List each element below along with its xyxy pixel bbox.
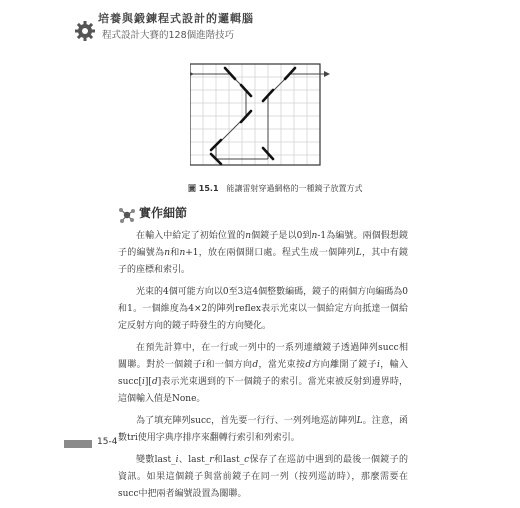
text-run: ，其中有鏡子的座標和索引。 [118,248,408,275]
page-number: 15-4 [97,437,118,447]
book-subtitle: 程式設計大賽的128個進階技巧 [102,30,235,41]
italic-variable: n [311,231,318,241]
body-text [118,228,408,508]
text-run: 。注意，函數tri使用字典序排序來翻轉行索引和列索引。 [118,416,408,443]
text-run: ，輸入succ[ [118,360,408,387]
italic-variable: L [355,248,362,258]
italic-variable: r [209,455,214,465]
text-run: 光束的4個可能方向以0至3這4個整數編碼，鏡子的兩個方向編碼為0和1。一個維度為4×2的陣列reflex表示光束以一個給定方向抵達一個給定反射方向的鏡子時發生的方向變化。 [118,287,408,331]
section-title: 實作細節 [139,206,188,220]
text-run: -1為編號。兩個假想鏡子的編號為 [118,231,408,258]
paragraph [118,413,408,447]
italic-variable: n [164,248,170,258]
gear-icon [74,20,96,42]
italic-variable: i [376,360,380,370]
text-run: 方向離開了鏡子 [311,360,377,370]
italic-variable: i [142,377,145,387]
text-run: 在預先計算中，在一行或一列中的一系列連續鏡子透過陣列succ相關聯。對於一個鏡子 [118,343,408,370]
mirror-grid-figure [190,56,330,176]
italic-variable: i [202,360,206,370]
text-run: ]表示光束遇到的下一個鏡子的索引。當光束被反射到邊界時，這個輸入值是None。 [118,377,408,404]
italic-variable: d [151,377,158,387]
italic-variable: d [305,360,312,370]
text-run: +1，放在兩個開口處。程式生成一個陣列 [185,248,356,258]
text-run: 保存了在巡訪中遇到的最後一個鏡子的資訊。如果這個鏡子與當前鏡子在同一列（按列巡訪時），那麼需要在succ中把兩者編號設置為關聯。 [118,455,408,499]
italic-variable: c [244,455,250,465]
text-run: 為了填充陣列succ，首先要一行行、一列列地巡訪陣列 [136,416,357,426]
text-run: 、last_ [178,455,210,465]
italic-variable: i [175,455,179,465]
text-run: 和一個方向 [205,360,253,370]
molecule-icon [118,206,136,224]
figure-caption-text: 能讓雷射穿過網格的一種鏡子放置方式 [226,184,363,193]
footer-bar [64,440,92,448]
italic-variable: n [179,248,186,258]
paragraph [118,452,408,503]
text-run: ，當光束按 [258,360,306,370]
italic-variable: L [356,416,363,426]
text-run: 和last_ [213,455,245,465]
figure-caption [188,183,363,194]
paragraph [118,228,408,279]
paragraph [118,284,408,335]
text-run: 變數last_ [136,455,176,465]
italic-variable: n [245,231,251,241]
mirror-grid-diagram [190,56,330,172]
text-run: 在輸入中給定了初始位置的 [136,231,246,241]
figure-number: 圖 15.1 [188,184,219,193]
book-title: 培養與鍛鍊程式設計的邏輯腦 [98,12,254,25]
italic-variable: d [252,360,259,370]
text-run: 和 [169,248,180,258]
text-run: 個鏡子是以0到 [251,231,312,241]
text-run: ][ [144,377,152,387]
paragraph [118,340,408,408]
